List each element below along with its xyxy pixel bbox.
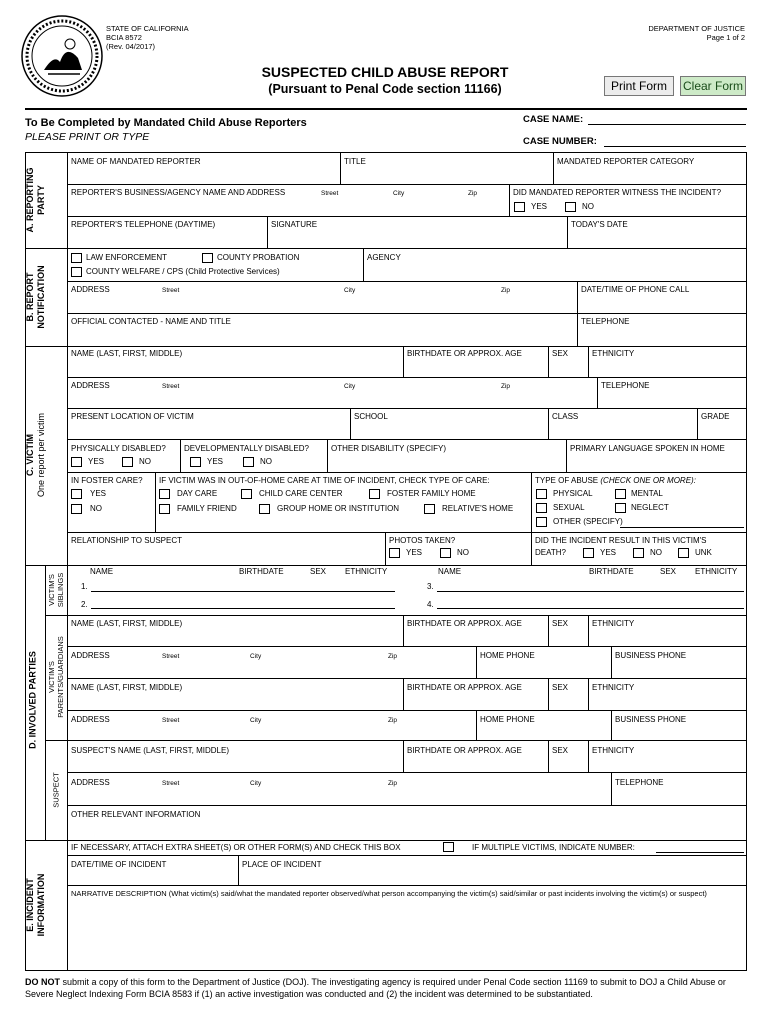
case-name-field[interactable]: [588, 124, 746, 125]
victim-address-label: ADDRESS: [71, 381, 110, 390]
foster-yes-label: YES: [90, 489, 107, 498]
suspect-sex-label: SEX: [552, 746, 569, 755]
victim-location-label: PRESENT LOCATION OF VICTIM: [71, 412, 194, 421]
group-home-label: GROUP HOME OR INSTITUTION: [277, 504, 400, 513]
photos-taken-label: PHOTOS TAKEN?: [389, 536, 456, 545]
zip-sublabel: Zip: [388, 780, 398, 787]
section-b-label: B. REPORT NOTIFICATION: [25, 265, 46, 329]
photos-no-label: NO: [457, 548, 469, 557]
victim-class-label: CLASS: [552, 412, 579, 421]
victim-school-label: SCHOOL: [354, 412, 388, 421]
street-sublabel: Street: [162, 383, 180, 390]
other-abuse-field[interactable]: [620, 527, 744, 528]
multiple-victims-label: IF MULTIPLE VICTIMS, INDICATE NUMBER:: [472, 843, 635, 852]
sibling-2-number: 2.: [81, 600, 88, 609]
other-abuse-checkbox[interactable]: [536, 517, 547, 527]
footer-notice: DO NOT submit a copy of this form to the Department of Justice (DOJ). The investigating agency is required under Penal Code section 11169 to submit to DOJ a Child Abuse or Severe Neglect Indexing Form BCIA 8583 if (1) an active investigation was conducted and (2) the incident was determined to be substantiated.: [25, 977, 726, 999]
neglect-checkbox[interactable]: [615, 503, 626, 513]
relationship-label: RELATIONSHIP TO SUSPECT: [71, 536, 182, 545]
parent1-home-phone-label: HOME PHONE: [480, 651, 535, 660]
suspect-name-label: SUSPECT'S NAME (LAST, FIRST, MIDDLE): [71, 746, 229, 755]
sibling-3-number: 3.: [427, 582, 434, 591]
zip-sublabel: Zip: [501, 287, 511, 294]
family-friend-label: FAMILY FRIEND: [177, 504, 237, 513]
sibling-ethnicity-header: ETHNICITY: [345, 567, 388, 576]
street-sublabel: Street: [162, 653, 180, 660]
parent1-name-label: NAME (LAST, FIRST, MIDDLE): [71, 619, 183, 628]
sibling-birthdate-header: BIRTHDATE: [239, 567, 284, 576]
victim-telephone-label: TELEPHONE: [601, 381, 650, 390]
primary-language-label: PRIMARY LANGUAGE SPOKEN IN HOME: [570, 444, 725, 453]
suspect-birthdate-label: BIRTHDATE OR APPROX. AGE: [407, 746, 522, 755]
street-sublabel: Street: [321, 190, 339, 197]
neglect-label: NEGLECT: [631, 503, 669, 512]
parent1-ethnicity-label: ETHNICITY: [592, 619, 635, 628]
county-probation-label: COUNTY PROBATION: [217, 253, 300, 262]
death-no-label: NO: [650, 548, 662, 557]
phys-yes-label: YES: [88, 457, 105, 466]
section-e-label: E. INCIDENT INFORMATION: [25, 873, 46, 937]
city-sublabel: City: [250, 717, 262, 724]
foster-home-label: FOSTER FAMILY HOME: [387, 489, 476, 498]
childcare-checkbox[interactable]: [241, 489, 252, 499]
parent1-address-label: ADDRESS: [71, 651, 110, 660]
abuse-type-label: TYPE OF ABUSE (CHECK ONE OR MORE):: [535, 476, 696, 485]
zip-sublabel: Zip: [501, 383, 511, 390]
group-home-checkbox[interactable]: [259, 504, 270, 514]
witness-no-label: NO: [582, 202, 594, 211]
death-unk-label: UNK: [695, 548, 712, 557]
physical-label: PHYSICAL: [553, 489, 593, 498]
phone-call-datetime-label: DATE/TIME OF PHONE CALL: [581, 285, 690, 294]
dev-no-label: NO: [260, 457, 272, 466]
case-number-field[interactable]: [604, 146, 746, 147]
multiple-victims-field[interactable]: [656, 852, 744, 853]
case-name-label: CASE NAME:: [523, 114, 584, 125]
signature-label: SIGNATURE: [271, 220, 318, 229]
department-name: DEPARTMENT OF JUSTICE: [648, 24, 745, 33]
todays-date-label: TODAY'S DATE: [571, 220, 628, 229]
witness-label: DID MANDATED REPORTER WITNESS THE INCIDENT?: [513, 188, 722, 197]
relatives-home-checkbox[interactable]: [424, 504, 435, 514]
parent2-address-label: ADDRESS: [71, 715, 110, 724]
photos-yes-label: YES: [406, 548, 423, 557]
other-abuse-label: OTHER (SPECIFY): [553, 517, 623, 526]
city-sublabel: City: [250, 653, 262, 660]
sibling-sex-header-2: SEX: [660, 567, 677, 576]
section-a-label: A. REPORTING PARTY: [25, 167, 46, 233]
page-number: Page 1 of 2: [706, 33, 745, 42]
county-probation-checkbox[interactable]: [202, 253, 213, 263]
sibling-birthdate-header-2: BIRTHDATE: [589, 567, 634, 576]
sibling-1-field[interactable]: [91, 591, 395, 592]
death-yes-label: YES: [600, 548, 617, 557]
parent2-home-phone-label: HOME PHONE: [480, 715, 535, 724]
phys-yes-checkbox[interactable]: [71, 457, 82, 467]
parent1-business-phone-label: BUSINESS PHONE: [615, 651, 687, 660]
foster-care-label: IN FOSTER CARE?: [71, 476, 143, 485]
city-sublabel: City: [344, 383, 356, 390]
physically-disabled-label: PHYSICALLY DISABLED?: [71, 444, 166, 453]
childcare-label: CHILD CARE CENTER: [259, 489, 343, 498]
official-telephone-label: TELEPHONE: [581, 317, 630, 326]
sibling-4-number: 4.: [427, 600, 434, 609]
case-number-label: CASE NUMBER:: [523, 136, 597, 147]
victim-grade-label: GRADE: [701, 412, 730, 421]
foster-yes-checkbox[interactable]: [71, 489, 82, 499]
dev-yes-checkbox[interactable]: [190, 457, 201, 467]
foster-home-checkbox[interactable]: [369, 489, 380, 499]
parent2-name-label: NAME (LAST, FIRST, MIDDLE): [71, 683, 183, 692]
sibling-2-field[interactable]: [91, 608, 395, 609]
street-sublabel: Street: [162, 287, 180, 294]
section-d-label: D. INVOLVED PARTIES: [27, 651, 38, 749]
parent2-ethnicity-label: ETHNICITY: [592, 683, 635, 692]
death-label: DEATH?: [535, 548, 566, 557]
city-sublabel: City: [344, 287, 356, 294]
family-friend-checkbox[interactable]: [159, 504, 170, 514]
daycare-label: DAY CARE: [177, 489, 218, 498]
form-title: SUSPECTED CHILD ABUSE REPORT: [261, 64, 509, 80]
zip-sublabel: Zip: [388, 653, 398, 660]
witness-yes-checkbox[interactable]: [514, 202, 525, 212]
county-welfare-label: COUNTY WELFARE / CPS (Child Protective Services): [86, 267, 280, 276]
reporter-phone-label: REPORTER'S TELEPHONE (DAYTIME): [71, 220, 216, 229]
incident-place-label: PLACE OF INCIDENT: [242, 860, 322, 869]
other-disability-label: OTHER DISABILITY (SPECIFY): [331, 444, 446, 453]
attach-sheets-label: IF NECESSARY, ATTACH EXTRA SHEET(S) OR OTHER FORM(S) AND CHECK THIS BOX: [71, 843, 401, 852]
sexual-label: SEXUAL: [553, 503, 585, 512]
law-enforcement-checkbox[interactable]: [71, 253, 82, 263]
foster-no-checkbox[interactable]: [71, 504, 82, 514]
narrative-field[interactable]: [68, 912, 745, 969]
phys-no-label: NO: [139, 457, 151, 466]
parent2-birthdate-label: BIRTHDATE OR APPROX. AGE: [407, 683, 522, 692]
sibling-sex-header: SEX: [310, 567, 327, 576]
victim-death-label: DID THE INCIDENT RESULT IN THIS VICTIM'S: [535, 536, 707, 545]
victim-sex-label: SEX: [552, 349, 569, 358]
death-no-checkbox[interactable]: [633, 548, 644, 558]
form-number: BCIA 8572: [106, 33, 142, 42]
incident-datetime-label: DATE/TIME OF INCIDENT: [71, 860, 167, 869]
dev-yes-label: YES: [207, 457, 224, 466]
mental-checkbox[interactable]: [615, 489, 626, 499]
sibling-name-header: NAME: [90, 567, 114, 576]
city-sublabel: City: [393, 190, 405, 197]
street-sublabel: Street: [162, 717, 180, 724]
form-subtitle: (Pursuant to Penal Code section 11166): [268, 82, 502, 96]
sibling-ethnicity-header-2: ETHNICITY: [695, 567, 738, 576]
photos-yes-checkbox[interactable]: [389, 548, 400, 558]
reporter-category-label: MANDATED REPORTER CATEGORY: [557, 157, 695, 166]
parent2-sex-label: SEX: [552, 683, 569, 692]
foster-no-label: NO: [90, 504, 102, 513]
city-sublabel: City: [250, 780, 262, 787]
sibling-4-field[interactable]: [437, 608, 744, 609]
siblings-label: VICTIM'S SIBLINGS: [47, 572, 65, 608]
law-enforcement-label: LAW ENFORCEMENT: [86, 253, 168, 262]
victim-birthdate-label: BIRTHDATE OR APPROX. AGE: [407, 349, 522, 358]
victim-name-label: NAME (LAST, FIRST, MIDDLE): [71, 349, 183, 358]
print-form-button[interactable]: Print Form: [604, 76, 674, 96]
photos-no-checkbox[interactable]: [440, 548, 451, 558]
intro-heading: To Be Completed by Mandated Child Abuse Reporters: [25, 117, 307, 129]
mental-label: MENTAL: [631, 489, 663, 498]
parent1-sex-label: SEX: [552, 619, 569, 628]
parents-label: VICTIM'S PARENTS/GUARDIANS: [47, 636, 65, 718]
section-c-label: C. VICTIM One report per victim: [25, 412, 46, 498]
dev-disabled-label: DEVELOPMENTALLY DISABLED?: [184, 444, 309, 453]
zip-sublabel: Zip: [388, 717, 398, 724]
street-sublabel: Street: [162, 780, 180, 787]
out-of-home-care-label: IF VICTIM WAS IN OUT-OF-HOME CARE AT TIME OF INCIDENT, CHECK TYPE OF CARE:: [159, 476, 490, 485]
sibling-1-number: 1.: [81, 582, 88, 591]
physical-checkbox[interactable]: [536, 489, 547, 499]
zip-sublabel: Zip: [468, 190, 478, 197]
death-yes-checkbox[interactable]: [583, 548, 594, 558]
phys-no-checkbox[interactable]: [122, 457, 133, 467]
suspect-telephone-label: TELEPHONE: [615, 778, 664, 787]
sibling-name-header-2: NAME: [438, 567, 462, 576]
state-seal-icon: [20, 14, 104, 98]
narrative-label: NARRATIVE DESCRIPTION (What victim(s) said/what the mandated reporter observed/what person accompanying the victim(s) said/similar or past incidents involving the victim(s) or suspect): [71, 889, 707, 898]
clear-form-button[interactable]: Clear Form: [680, 76, 746, 96]
witness-yes-label: YES: [531, 202, 548, 211]
dev-no-checkbox[interactable]: [243, 457, 254, 467]
other-info-label: OTHER RELEVANT INFORMATION: [71, 810, 201, 819]
suspect-ethnicity-label: ETHNICITY: [592, 746, 635, 755]
relatives-home-label: RELATIVE'S HOME: [442, 504, 514, 513]
agency-label: AGENCY: [367, 253, 401, 262]
witness-no-checkbox[interactable]: [565, 202, 576, 212]
form-revision: (Rev. 04/2017): [106, 42, 156, 51]
print-instruction: PLEASE PRINT OR TYPE: [25, 131, 150, 143]
county-welfare-checkbox[interactable]: [71, 267, 82, 277]
sexual-checkbox[interactable]: [536, 503, 547, 513]
parent2-business-phone-label: BUSINESS PHONE: [615, 715, 687, 724]
attach-sheets-checkbox[interactable]: [443, 842, 454, 852]
parent1-birthdate-label: BIRTHDATE OR APPROX. AGE: [407, 619, 522, 628]
reporter-name-label: NAME OF MANDATED REPORTER: [71, 157, 201, 166]
death-unk-checkbox[interactable]: [678, 548, 689, 558]
official-contacted-label: OFFICIAL CONTACTED - NAME AND TITLE: [71, 317, 231, 326]
notification-address-label: ADDRESS: [71, 285, 110, 294]
suspect-label: SUSPECT: [51, 772, 61, 808]
victim-ethnicity-label: ETHNICITY: [592, 349, 635, 358]
daycare-checkbox[interactable]: [159, 489, 170, 499]
reporter-business-label: REPORTER'S BUSINESS/AGENCY NAME AND ADDRESS: [71, 188, 286, 197]
reporter-title-label: TITLE: [344, 157, 366, 166]
state-name: STATE OF CALIFORNIA: [106, 24, 189, 33]
suspect-address-label: ADDRESS: [71, 778, 110, 787]
sibling-3-field[interactable]: [437, 591, 744, 592]
